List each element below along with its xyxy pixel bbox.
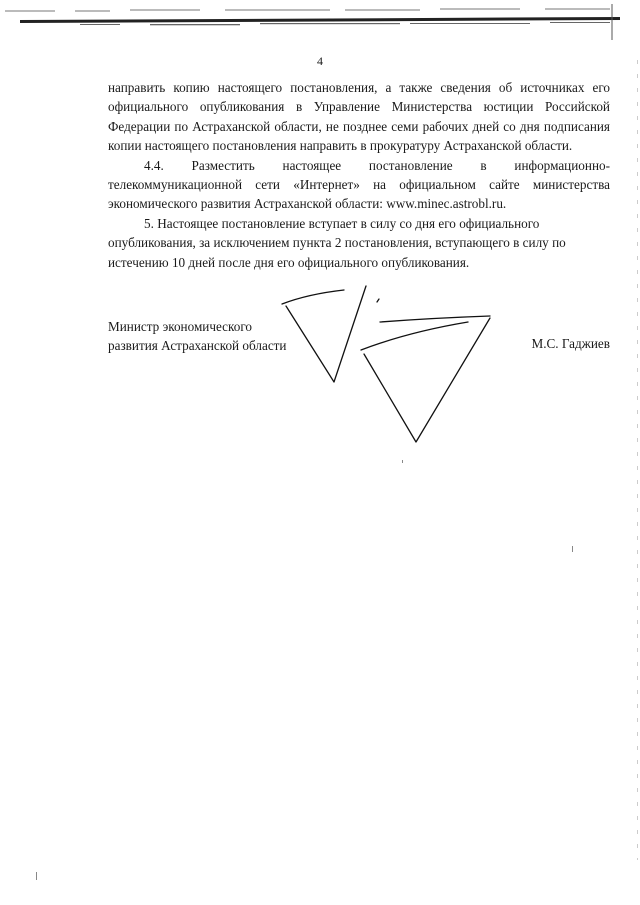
signatory-title: [108, 317, 287, 356]
scan-speck: [572, 546, 573, 552]
page-number: 4: [317, 54, 323, 68]
scan-top-edge: [0, 0, 640, 40]
paragraph-4-4: 4.4. Разместить настоящее постановление в информационно-телекоммуникационной сети «Интернет» на официальном сайте министерства экономического развития Астраханской области: www.minec.astrobl.ru.: [108, 157, 610, 212]
signatory-name: М.С. Гаджиев: [531, 336, 610, 351]
scan-right-edge: [637, 60, 638, 860]
scan-speck: [402, 460, 403, 463]
signatory-title-line1: Министр экономического: [108, 319, 253, 334]
signatory-title-line2: развития Астраханской области: [108, 338, 287, 354]
paragraph-continuation: направить копию настоящего постановления, а также сведения об источниках его официального опубликования в Управление Министерства юстиции Российской Федерации по Астраханской области, не позднее семи рабочих дней со дня подписания копии настоящего постановления направить в прокуратуру Астраханской области.: [108, 80, 610, 154]
handwritten-signature: [268, 282, 508, 462]
paragraph-5: 5. Настоящее постановление вступает в силу со дня его официального опубликования, за исключением пункта 2 постановления, вступающего в силу по истечению 10 дней после дня его официального опубликования.: [108, 215, 566, 270]
document-body: [108, 78, 610, 272]
scan-speck: [36, 872, 37, 880]
